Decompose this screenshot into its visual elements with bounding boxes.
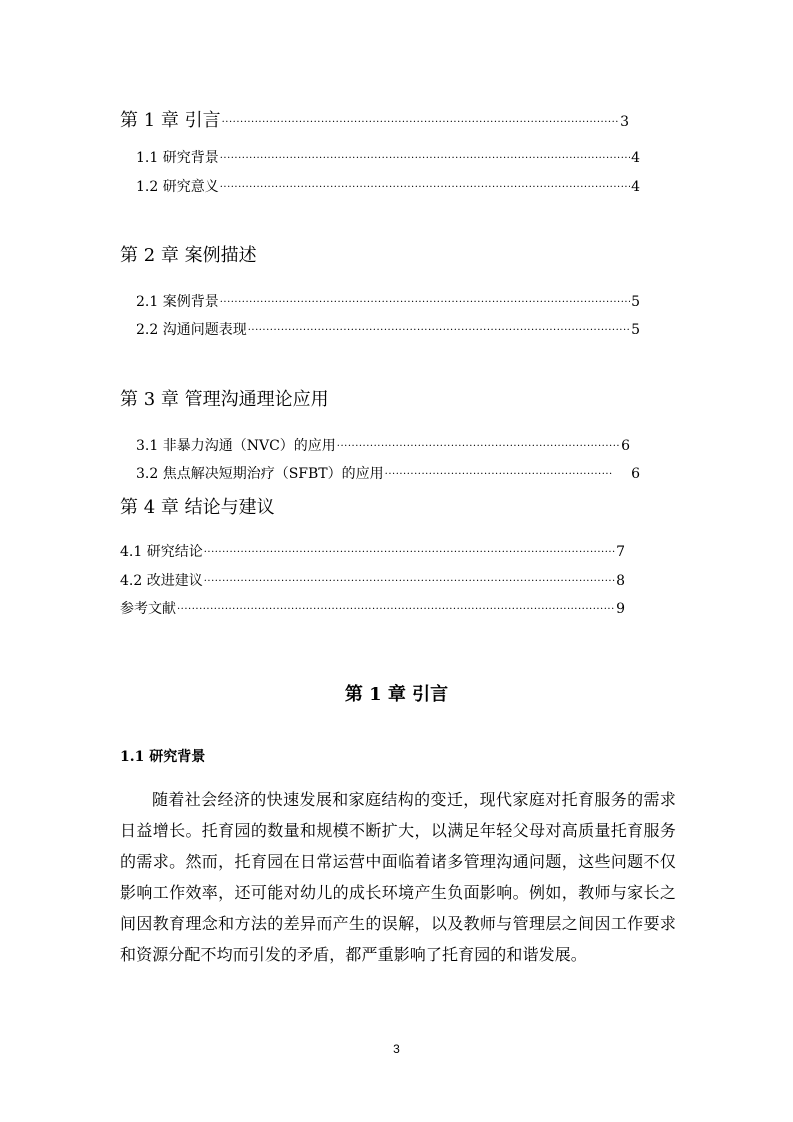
toc-leader-dots [220,182,630,193]
body-paragraph: 随着社会经济的快速发展和家庭结构的变迁，现代家庭对托育服务的需求日益增长。托育园的数量和规模不断扩大，以满足年轻父母对高质量托育服务的需求。然而，托育园在日常运营中面临着诸多管理沟通问题，这些问题不仅影响工作效率，还可能对幼儿的成长环境产生负面影响。例如，教师与家长之间因教育理念和方法的差异而产生的误解，以及教师与管理层之间因工作要求和资源分配不均而引发的矛盾，都严重影响了托育园的和谐发展。 [120,790,676,964]
toc-section-page: 6 [631,466,640,482]
toc-section-title: 3.1 非暴力沟通（NVC）的应用 [136,438,336,454]
toc-section-page: 5 [631,322,640,338]
toc-section-4-2[interactable] [120,570,625,590]
toc-section-title: 1.1 研究背景 [136,150,219,166]
toc-leader-dots [385,469,613,480]
toc-leader-dots [204,576,615,587]
toc-leader-dots [220,153,630,164]
toc-chapter-4-title[interactable]: 第 4 章 结论与建议 [120,497,275,518]
section-heading: 1.1 研究背景 [120,749,206,765]
toc-section-title: 参考文献 [120,601,176,617]
toc-chapter-1-title: 第 1 章 引言 [120,110,221,131]
toc-chapter-1-page: 3 [620,114,629,130]
toc-section-title: 4.1 研究结论 [120,544,203,560]
toc-section-4-1[interactable] [120,541,625,561]
page-number: 3 [393,1042,400,1056]
toc-section-page: 8 [616,573,625,589]
toc-leader-dots [248,325,630,336]
toc-leader-dots [337,441,620,452]
toc-section-page: 9 [616,601,625,617]
toc-section-title: 2.1 案例背景 [136,294,219,310]
toc-section-1-2[interactable] [136,176,640,196]
toc-section-page: 5 [631,294,640,310]
toc-section-title: 1.2 研究意义 [136,179,219,195]
toc-section-title: 4.2 改进建议 [120,573,203,589]
toc-leader-dots [222,117,619,128]
toc-section-3-2[interactable] [136,463,640,483]
toc-leader-dots [177,604,615,615]
chapter-title: 第 1 章 引言 [344,684,449,705]
toc-chapter-3-title[interactable]: 第 3 章 管理沟通理论应用 [120,389,329,410]
toc-leader-dots [220,297,630,308]
toc-section-1-1[interactable] [136,147,640,167]
toc-references[interactable] [120,598,625,618]
toc-section-title: 3.2 焦点解决短期治疗（SFBT）的应用 [136,466,384,482]
toc-section-page: 4 [631,150,640,166]
toc-leader-dots [204,547,615,558]
toc-section-title: 2.2 沟通问题表现 [136,322,247,338]
toc-section-2-2[interactable] [136,319,640,339]
toc-section-page: 6 [621,438,630,454]
toc-chapter-2-title[interactable]: 第 2 章 案例描述 [120,245,257,266]
toc-section-page: 4 [631,179,640,195]
toc-chapter-1[interactable] [120,106,629,132]
toc-section-2-1[interactable] [136,291,640,311]
toc-section-3-1[interactable] [136,435,630,455]
toc-section-page: 7 [616,544,625,560]
